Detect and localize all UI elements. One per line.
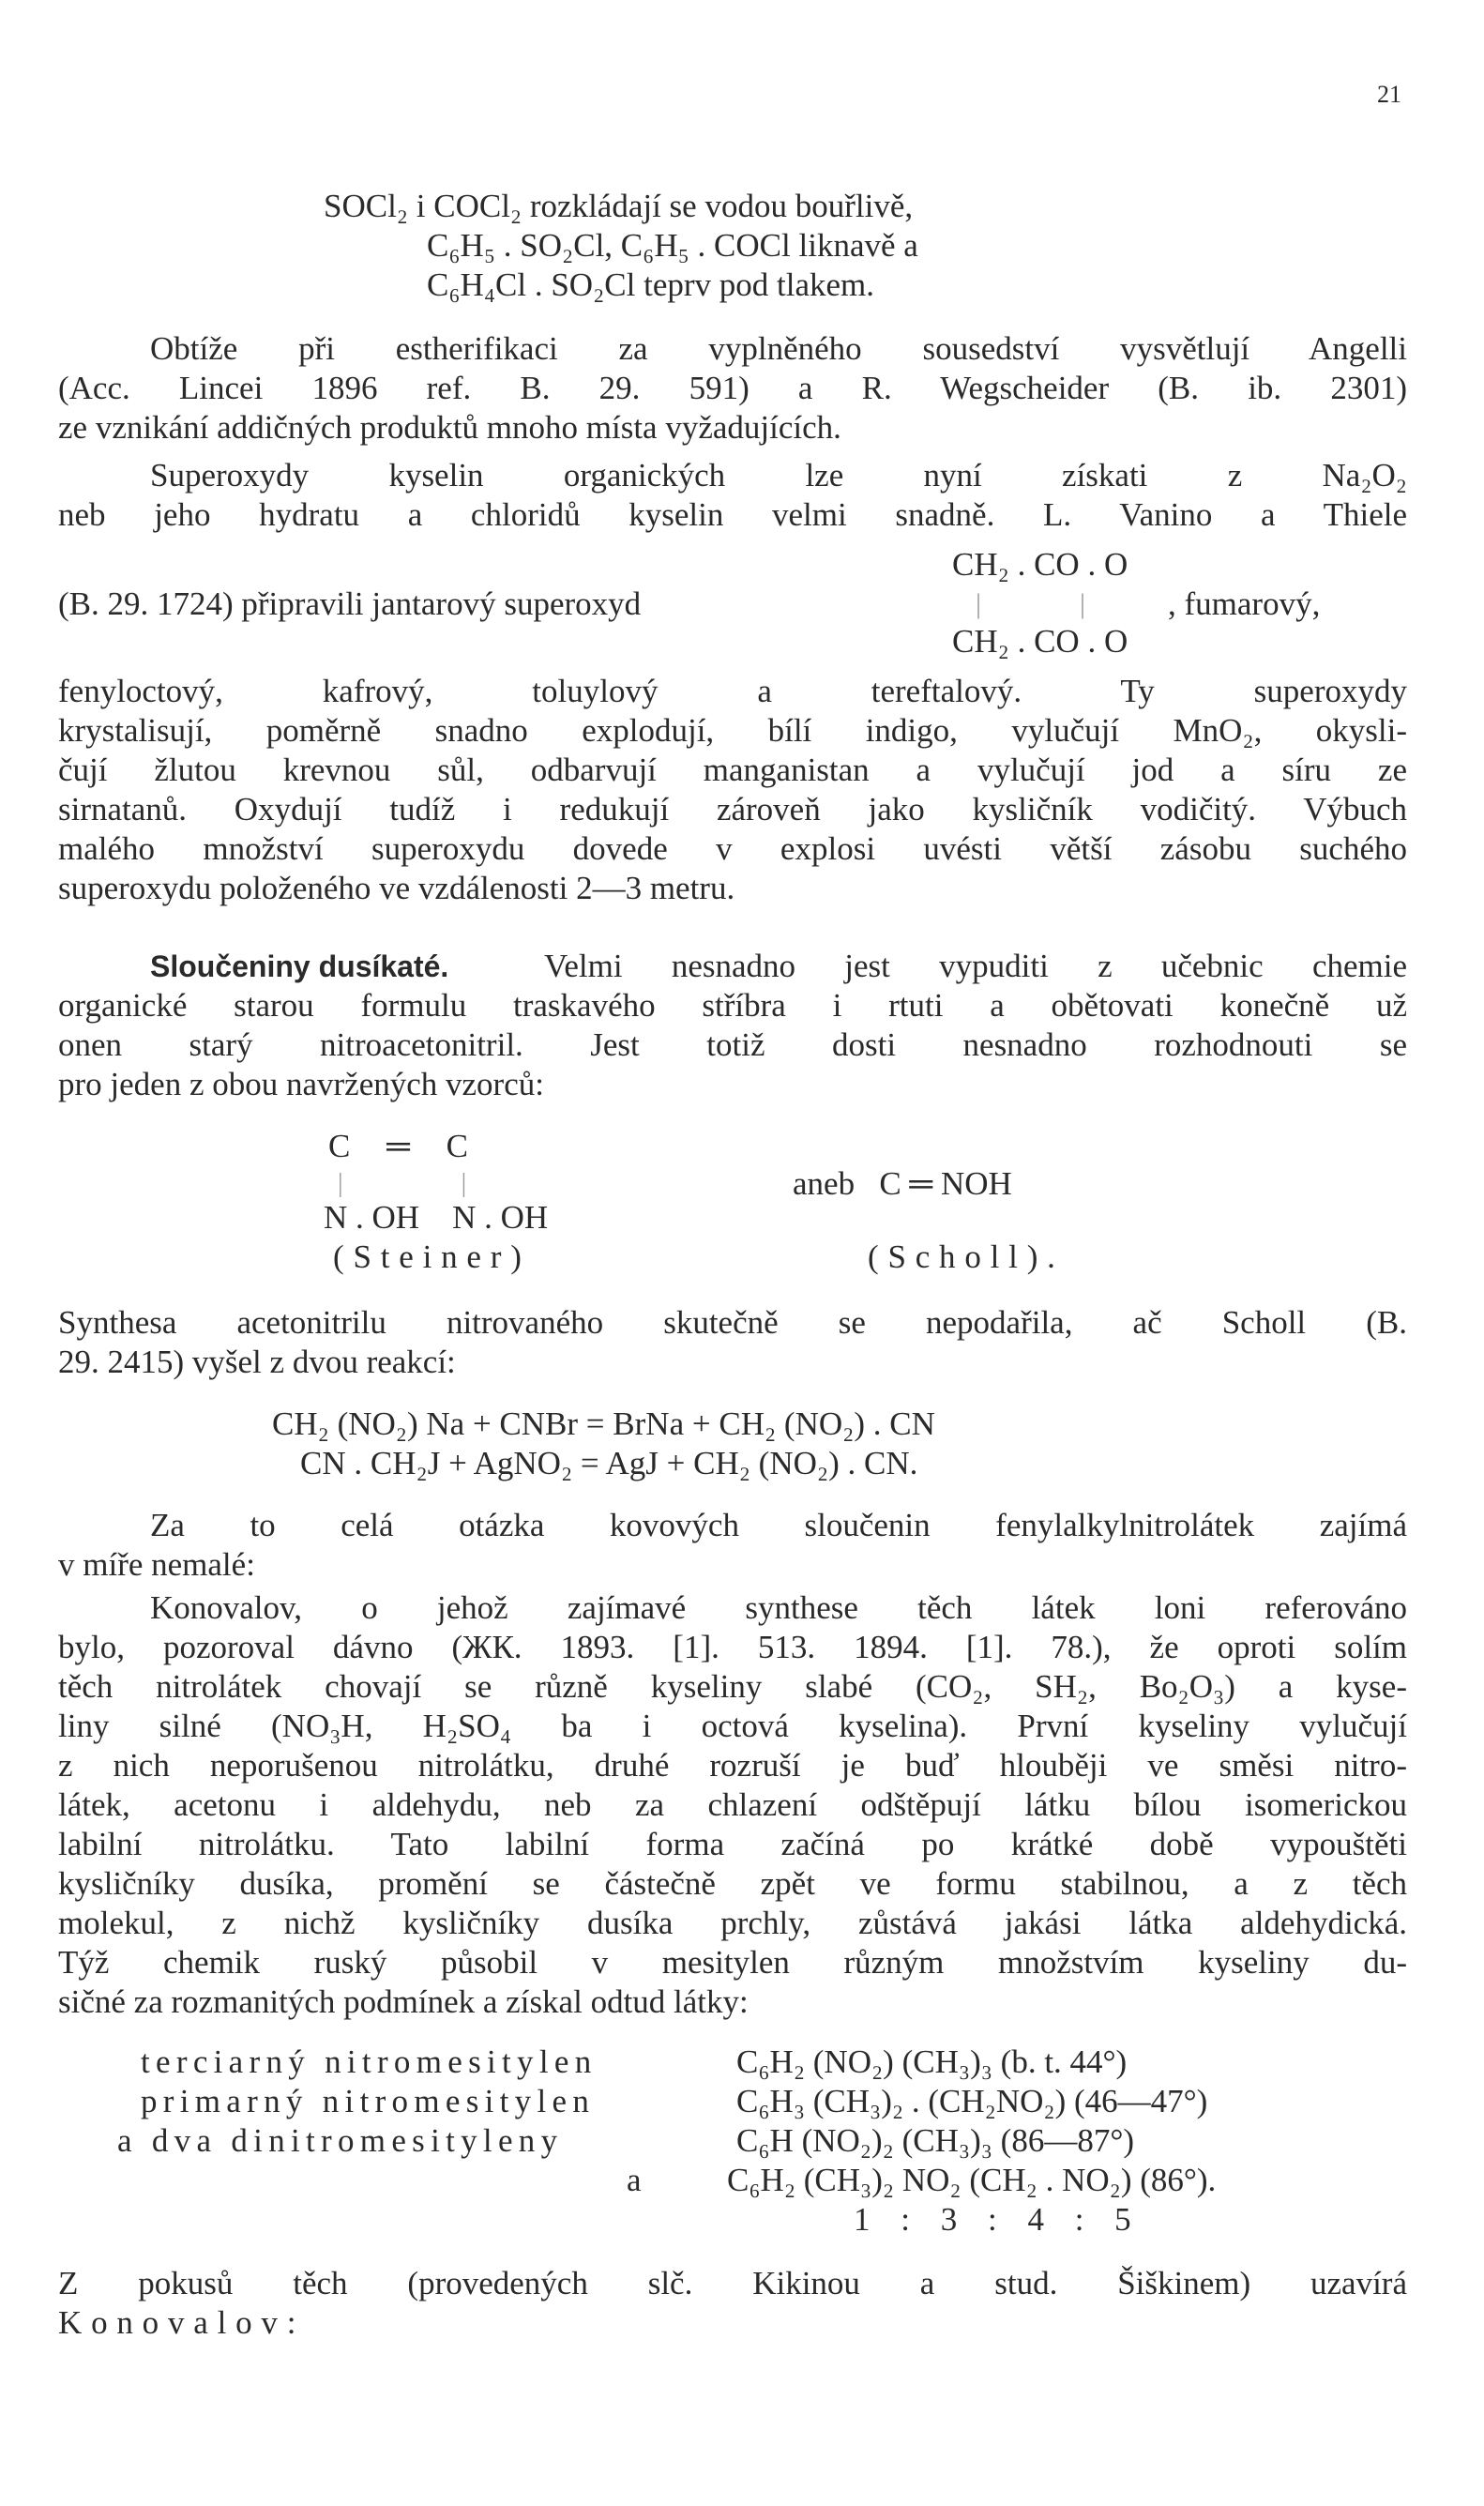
text-line: Z pokusů těch (provedených slč. Kikinou a stud. Šiškinem) uzavírá [58,2265,1407,2301]
formula-scholl: aneb C ═ NOH [793,1165,1012,1202]
structure-bond: | | [338,1169,467,1198]
text-line: Synthesa acetonitrilu nitrovaného skutečně se nepodařila, ač Scholl (B. [58,1304,1407,1341]
text-line: onen starý nitroacetonitril. Jest totiž dosti nesnadno rozhodnouti se [58,1026,1407,1063]
formula-line: SOCl₂ i COCl₂ rozkládají se vodou bouřlivě, [324,188,914,224]
structure-bottom: CH₂ . CO . O [952,623,1128,660]
compound-formula: C₆H (NO₂)₂ (CH₃)₃ (86—87°) [736,2122,1134,2159]
text-line: Konovalov: [58,2304,306,2341]
text-line: krystalisují, poměrně snadno explodují, bílí indigo, vylučují MnO₂, okysli- [58,712,1407,749]
text-line: v míře nemalé: [58,1546,255,1583]
text-line: Konovalov, o jehož zajímavé synthese těch látek loni referováno [150,1589,1407,1626]
text-line: (B. 29. 1724) připravili jantarový superoxyd [58,585,642,622]
compound-name: a [627,2162,642,2198]
text-line: čují žlutou krevnou sůl, odbarvují manganistan a vylučují jod a síru ze [58,752,1407,788]
text-line: pro jeden z obou navržených vzorců: [58,1066,544,1102]
text-line: neb jeho hydratu a chloridů kyselin velmi snadně. L. Vanino a Thiele [58,496,1407,533]
page-number: 21 [1377,81,1401,108]
compound-formula: C₆H₂ (NO₂) (CH₃)₃ (b. t. 44°) [736,2043,1128,2080]
text-line: kysličníky dusíka, promění se částečně zpět ve formu stabilnou, a z těch [58,1865,1407,1902]
text-line: Obtíže při estherifikaci za vyplněného sousedství vysvětlují Angelli [150,330,1407,367]
text-line: labilní nitrolátku. Tato labilní forma začíná po krátké době vypouštěti [58,1826,1407,1862]
text-line: Týž chemik ruský působil v mesitylen různým množstvím kyseliny du- [58,1944,1407,1981]
author-scholl: (Scholl). [868,1238,1065,1275]
section-heading: Sloučeniny dusíkaté. [150,949,449,983]
compound-name: terciarný nitromesitylen [141,2043,598,2080]
compound-name: primarný nitromesitylen [141,2083,596,2119]
text-line: malého množství superoxydu dovede v explosi uvésti větší zásobu suchého [58,830,1407,867]
position-ratio: 1 : 3 : 4 : 5 [854,2201,1131,2238]
structure-top: CH₂ . CO . O [952,546,1128,583]
text-line: Za to celá otázka kovových sloučenin fenylalkylnitrolátek zajímá [150,1507,1407,1543]
text-line: liny silné (NO₃H, H₂SO₄ ba i octová kyselina). První kyseliny vylučují [58,1708,1407,1744]
compound-formula: C₆H₃ (CH₃)₂ . (CH₂NO₂) (46—47°) [736,2083,1208,2119]
text-line: superoxydu položeného ve vzdálenosti 2—3 metru. [58,870,735,906]
text-line: sičné za rozmanitých podmínek a získal odtud látky: [58,1983,749,2020]
text-line: molekul, z nichž kysličníky dusíka prchly, zůstává jakási látka aldehydická. [58,1905,1407,1941]
reaction-line: CH₂ (NO₂) Na + CNBr = BrNa + CH₂ (NO₂) . CN [272,1405,935,1442]
text-line: bylo, pozoroval dávno (ЖК. 1893. [1]. 513. 1894. [1]. 78.), že oproti solím [58,1629,1407,1665]
text-line: látek, acetonu i aldehydu, neb za chlazení odštěpují látku bílou isomerickou [58,1786,1407,1823]
reaction-line: CN . CH₂J + AgNO₂ = AgJ + CH₂ (NO₂) . CN. [300,1445,918,1481]
formula-line: C₆H₅ . SO₂Cl, C₆H₅ . COCl liknavě a [427,227,918,264]
text-line: (Acc. Lincei 1896 ref. B. 29. 591) a R. Wegscheider (B. ib. 2301) [58,370,1407,406]
text-line: 29. 2415) vyšel z dvou reakcí: [58,1344,456,1380]
text-line: ze vznikání addičných produktů mnoho místa vyžadujících. [58,409,841,446]
text-line: těch nitrolátek chovají se různě kyseliny slabé (CO₂, SH₂, Bo₂O₃) a kyse- [58,1668,1407,1705]
text-line: fenyloctový, kafrový, toluylový a tereftalový. Ty superoxydy [58,673,1407,709]
formula-line: C₆H₄Cl . SO₂Cl teprv pod tlakem. [427,266,875,303]
formula-steiner-bottom: N . OH N . OH [324,1199,549,1236]
text-line: Superoxydy kyselin organických lze nyní získati z Na₂O₂ [150,457,1407,494]
text-line: sirnatanů. Oxydují tudíž i redukují zároveň jako kysličník vodičitý. Výbuch [58,791,1407,828]
compound-name: a dva dinitromesityleny [117,2122,564,2159]
formula-steiner-top: C ═ C [328,1128,468,1164]
text-line: z nich neporušenou nitrolátku, druhé rozruší je buď hlouběji ve směsi nitro- [58,1747,1407,1784]
structure-bond: | | [976,588,1086,619]
compound-formula: C₆H₂ (CH₃)₂ NO₂ (CH₂ . NO₂) (86°). [727,2162,1217,2198]
text-line: , fumarový, [1168,585,1321,622]
author-steiner: (Steiner) [333,1238,531,1275]
text-line: organické starou formulu traskavého stříbra i rtuti a obětovati konečně už [58,987,1407,1024]
text-line: Velmi nesnadno jest vypuditi z učebnic chemie [544,948,1407,984]
